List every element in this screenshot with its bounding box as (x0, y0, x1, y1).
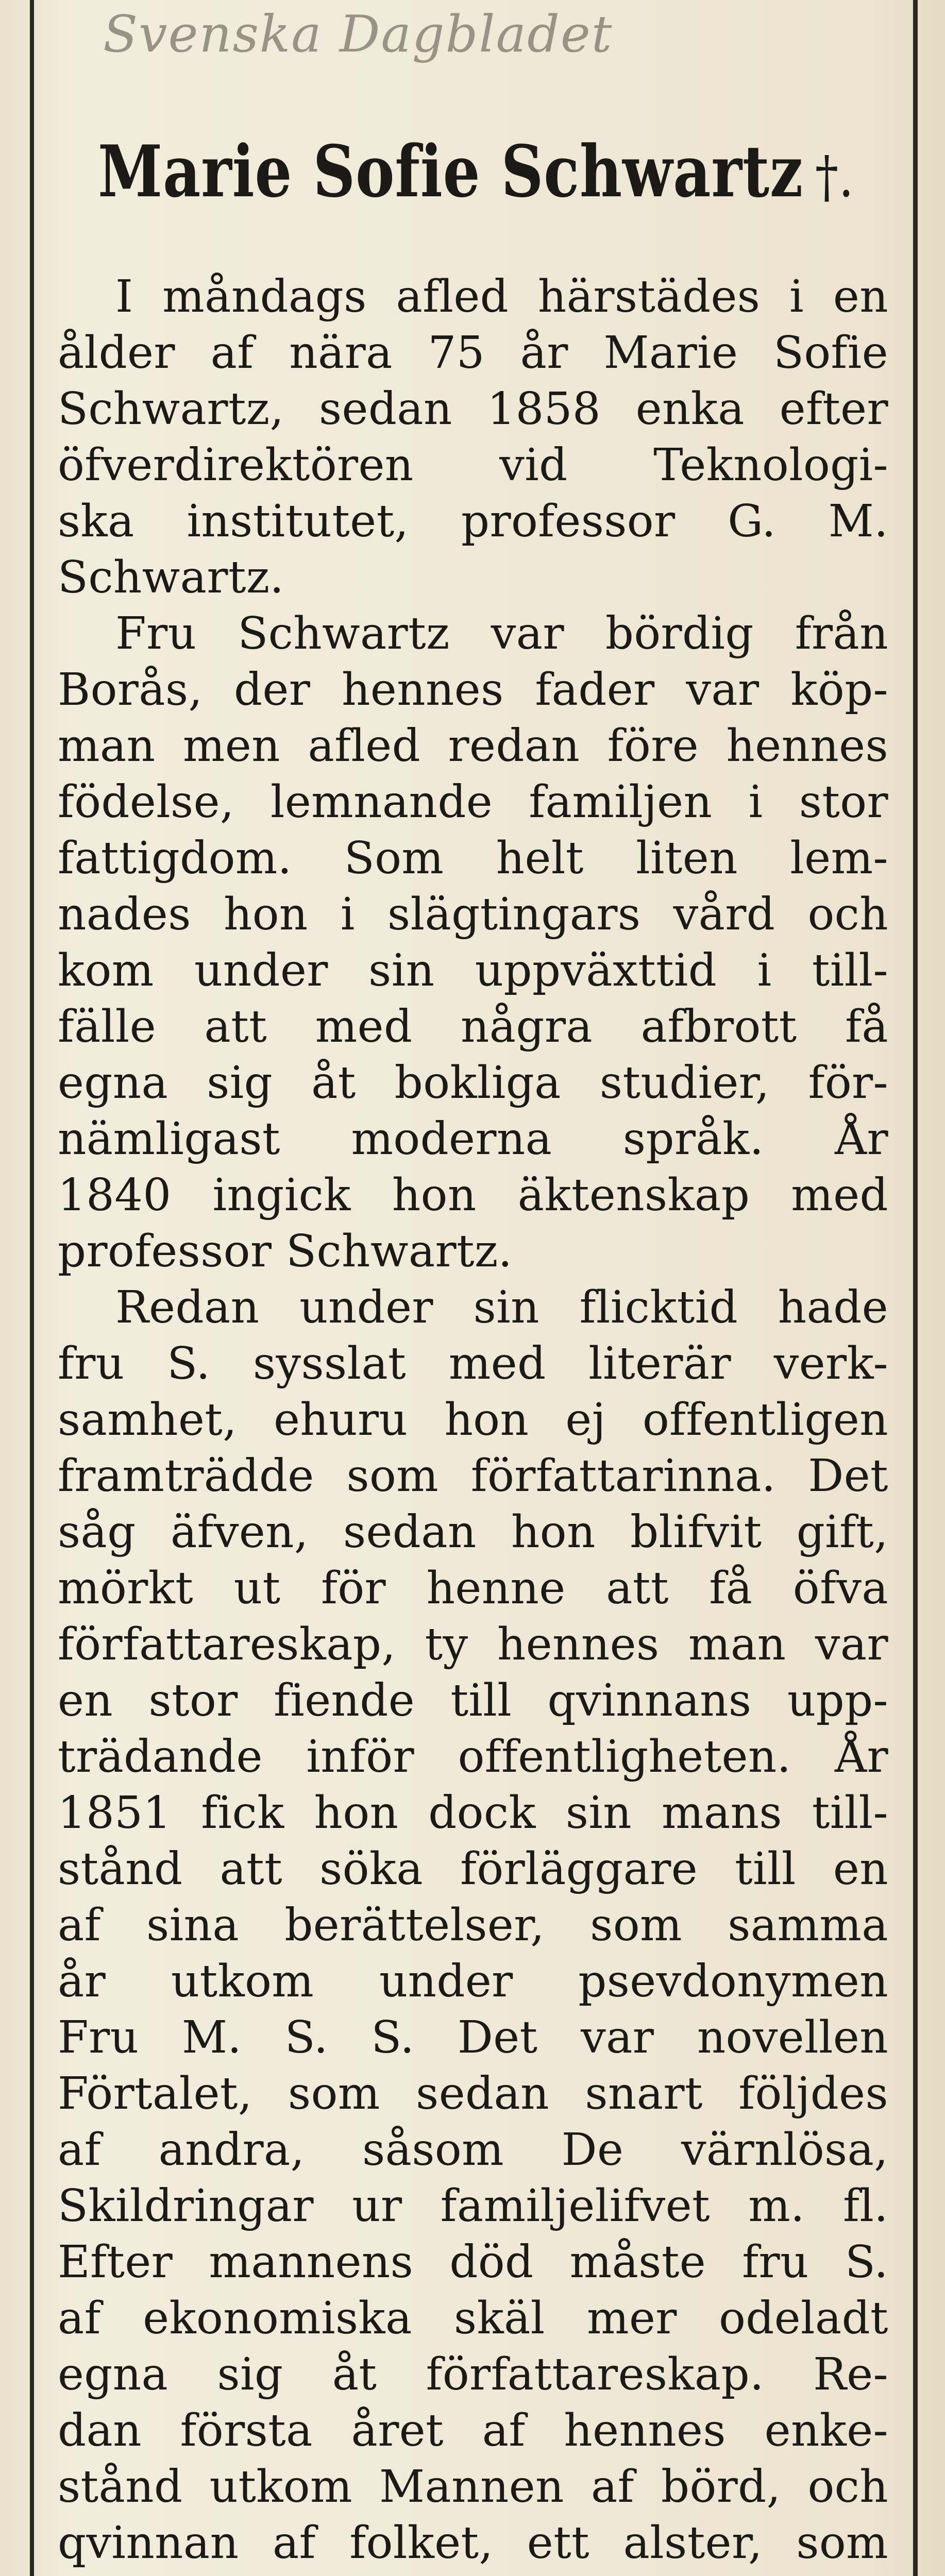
text-line: af andra, såsom De värnlösa, (58, 2124, 888, 2176)
text-line: en stor fiende till qvinnans upp- (58, 1675, 888, 1726)
text-line: I måndags afled härstädes i en (115, 271, 888, 323)
text-line: år utkom under psevdonymen (58, 1956, 888, 2007)
text-line: samhet, ehuru hon ej offentligen (58, 1394, 888, 1446)
article-body (58, 269, 888, 2571)
text-line: författareskap, ty hennes man var (58, 1619, 888, 1670)
text-line: kom under sin uppväxttid i till- (58, 945, 888, 996)
text-line: Fru Schwartz var bördig från (115, 608, 888, 659)
text-line: fälle att med några afbrott få (58, 1001, 888, 1053)
text-line: trädande inför offentligheten. År (58, 1731, 888, 1783)
text-line: nämligast moderna språk. År (58, 1113, 888, 1165)
text-line: man men afled redan före hennes (58, 720, 888, 772)
death-cross-symbol: †. (815, 144, 854, 210)
text-line: Fru M. S. S. Det var novellen (58, 2012, 888, 2063)
text-line: Skildringar ur familjelifvet m. fl. (58, 2180, 888, 2232)
text-line: fru S. sysslat med literär verk- (58, 1338, 888, 1389)
article-title (98, 128, 854, 215)
text-line: fattigdom. Som helt liten lem- (58, 833, 888, 884)
text-line: professor Schwartz. (58, 1226, 513, 1277)
left-column-rule (30, 0, 34, 2576)
text-line: egna sig åt författareskap. Re- (58, 2349, 888, 2400)
text-line: nades hon i slägtingars vård och (58, 889, 888, 940)
text-line: stånd att söka förläggare till en (58, 1843, 888, 1895)
text-line: Schwartz. (58, 552, 284, 603)
text-line: af sina berättelser, som samma (58, 1900, 888, 1951)
text-line: födelse, lemnande familjen i stor (58, 776, 888, 828)
text-line: Redan under sin flicktid hade (115, 1282, 888, 1333)
text-line: öfverdirektören vid Teknologi- (58, 439, 888, 491)
text-line: såg äfven, sedan hon blifvit gift, (58, 1506, 888, 1558)
text-line: egna sig åt bokliga studier, för- (58, 1057, 888, 1109)
text-line: ska institutet, professor G. M. (58, 496, 888, 547)
text-line: 1851 fick hon dock sin mans till- (58, 1787, 888, 1839)
text-line: dan första året af hennes enke- (58, 2405, 888, 2456)
text-line: af ekonomiska skäl mer odeladt (58, 2293, 888, 2344)
text-line: Efter mannens död måste fru S. (58, 2236, 888, 2288)
text-line: framträdde som författarinna. Det (58, 1450, 888, 1502)
text-line: Borås, der hennes fader var köp- (58, 664, 888, 716)
text-line: qvinnan af folket, ett alster, som (58, 2517, 888, 2569)
text-line: 1840 ingick hon äktenskap med (58, 1170, 888, 1221)
text-line: Förtalet, som sedan snart följdes (58, 2068, 888, 2120)
text-line: mörkt ut för henne att få öfva (58, 1563, 888, 1614)
article-title-text: Marie Sofie Schwartz (98, 129, 804, 213)
text-line: Schwartz, sedan 1858 enka efter (58, 383, 888, 435)
text-line: stånd utkom Mannen af börd, och (58, 2461, 888, 2513)
handwritten-source-note: Svenska Dagbladet (103, 5, 613, 64)
right-column-rule (913, 0, 918, 2576)
text-line: ålder af nära 75 år Marie Sofie (58, 327, 888, 379)
